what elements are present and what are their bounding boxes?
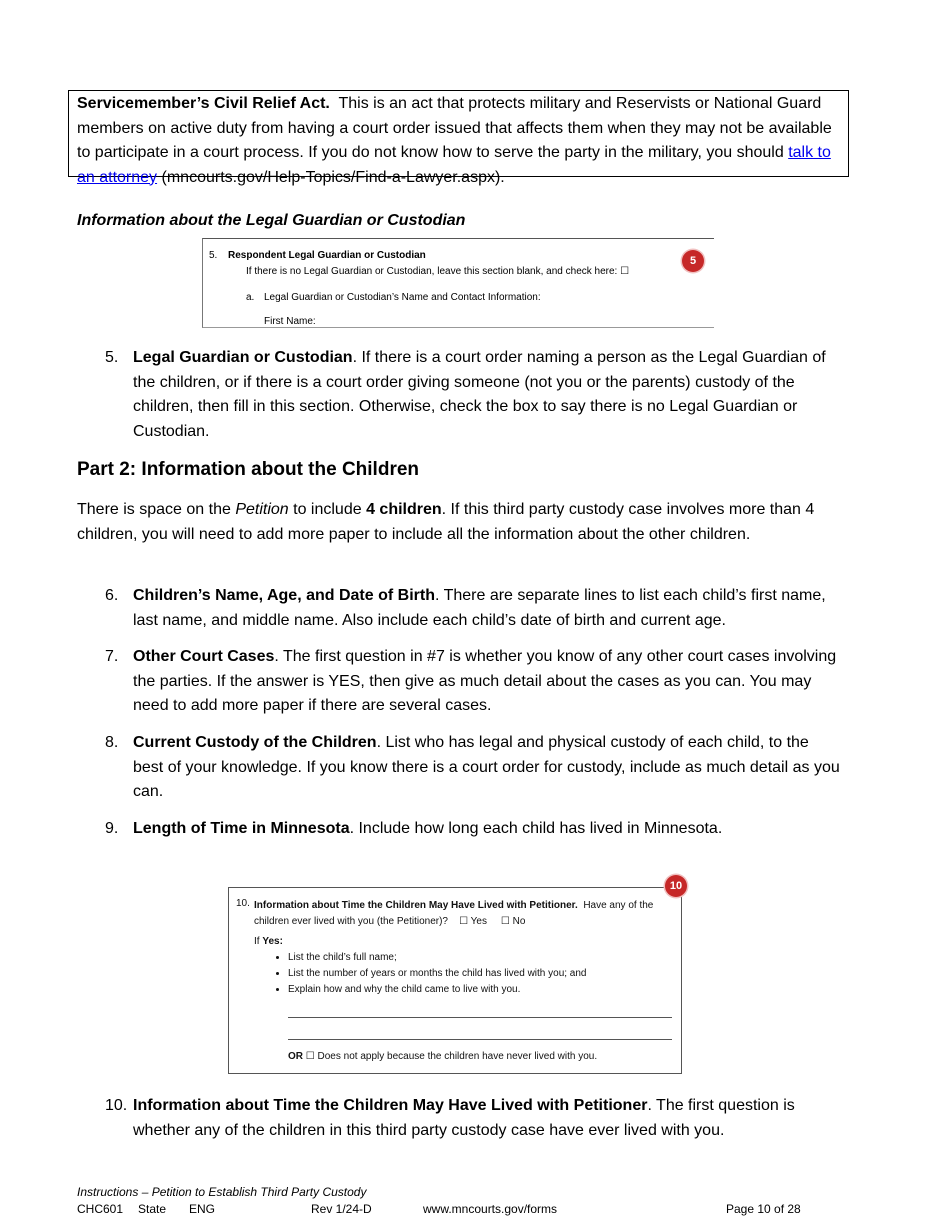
excerpt-10-yes: ☐ Yes — [459, 916, 487, 927]
item-9-text — [133, 817, 843, 842]
footer-page: Page 10 of 28 — [726, 1202, 801, 1216]
part-2-intro — [77, 498, 837, 547]
or-text: ☐ Does not apply because the children have never lived with you. — [303, 1051, 598, 1062]
form-excerpt-section-10 — [228, 880, 683, 1074]
excerpt-number: 5. — [209, 250, 218, 261]
item-6-text — [133, 584, 843, 633]
item-number-5: 5. — [105, 349, 119, 366]
item-7-text — [133, 645, 843, 719]
section-heading-guardian: Information about the Legal Guardian or Custodian — [77, 212, 466, 229]
excerpt-title: Respondent Legal Guardian or Custodian — [228, 250, 426, 261]
if-label: If — [254, 936, 263, 947]
intro-text-b: to include — [288, 501, 367, 518]
footer-rev: Rev 1/24-D — [311, 1202, 372, 1216]
item-8-title: Current Custody of the Children — [133, 734, 377, 751]
excerpt-10-or — [288, 1051, 597, 1062]
item-6-title: Children’s Name, Age, and Date of Birth — [133, 587, 435, 604]
bullet-item: • List the child’s full name; — [288, 950, 688, 966]
item-8-body: . List who has legal and physical custody of each child, to the best of your knowledge. If you know there is a court order for custody, include as much detail as you can. — [133, 734, 840, 800]
item-10-text — [133, 1094, 843, 1143]
footer-code: CHC601 — [77, 1202, 124, 1216]
attorney-link[interactable]: talk to an attorney — [77, 144, 831, 186]
footer-lang: ENG — [189, 1202, 216, 1216]
item-5-text — [133, 346, 843, 444]
excerpt-letter: a. — [246, 292, 255, 303]
item-10-title: Information about Time the Children May Have Lived with Petitioner — [133, 1097, 648, 1114]
excerpt-10-bullets — [270, 950, 688, 998]
attorney-link-url: (mncourts.gov/Help-Topics/Find-a-Lawyer.aspx). — [161, 168, 505, 186]
bullet-item: • List the number of years or months the child has lived with you; and — [288, 966, 688, 982]
excerpt-first-name: First Name: — [264, 316, 316, 327]
item-7-title: Other Court Cases — [133, 648, 275, 665]
intro-text-a: There is space on the — [77, 501, 236, 518]
item-8-text — [133, 731, 843, 805]
form-excerpt-section-5 — [202, 238, 714, 328]
item-number-10: 10. — [105, 1097, 128, 1114]
excerpt-10-if-yes — [254, 936, 283, 947]
item-number-6: 6. — [105, 587, 119, 604]
item-10-body: . The first question is whether any of the children in this third party custody case have ever lived with you. — [133, 1097, 795, 1139]
servicemember-notice-box — [68, 90, 849, 186]
callout-badge-5: 5 — [682, 250, 704, 272]
excerpt-10-number: 10. — [236, 898, 250, 909]
item-number-7: 7. — [105, 648, 119, 665]
if-yes-label: Yes: — [262, 936, 283, 947]
notice-title: Servicemember’s Civil Relief Act. — [77, 95, 330, 112]
item-9-body: . Include how long each child has lived in Minnesota. — [349, 820, 723, 837]
part-2-heading: Part 2: Information about the Children — [77, 459, 420, 480]
intro-petition: Petition — [235, 501, 289, 518]
excerpt-10-q: Have any of the children ever lived with you (the Petitioner)? — [254, 900, 654, 927]
fill-line — [288, 1017, 672, 1018]
excerpt-10-question — [254, 898, 674, 930]
notice-text: This is an act that protects military and Reservists or National Guard members on active duty from having a court order issued that affects them when they may not be available to participate in a court process. If you do not know how to serve the party in the military, you should — [77, 95, 832, 161]
footer-doc-title: Instructions – Petition to Establish Third Party Custody — [77, 1185, 367, 1199]
fill-line — [288, 1039, 672, 1040]
excerpt-10-no: ☐ No — [500, 916, 526, 927]
intro-text-c: . If this third party custody case involves more than 4 children, you will need to add more paper to include all the information about the other children. — [77, 501, 815, 543]
excerpt-10-title: Information about Time the Children May Have Lived with Petitioner. — [254, 900, 578, 911]
item-9-title: Length of Time in Minnesota — [133, 820, 350, 837]
callout-badge-10: 10 — [665, 875, 687, 897]
item-5-title: Legal Guardian or Custodian — [133, 349, 353, 366]
item-6-body: . There are separate lines to list each child’s first name, last name, and middle name. Also include each child’s date of birth and current age. — [133, 587, 826, 629]
or-label: OR — [288, 1051, 303, 1062]
footer-scope: State — [138, 1202, 167, 1216]
footer-url: www.mncourts.gov/forms — [423, 1202, 558, 1216]
item-7-body: . The first question in #7 is whether you know of any other court cases involving the parties. If the answer is YES, then give as much detail about the cases as you can. You may need to add more paper if there are several cases. — [133, 648, 837, 714]
excerpt-instruction: If there is no Legal Guardian or Custodian, leave this section blank, and check here: ☐ — [246, 266, 630, 277]
item-number-9: 9. — [105, 820, 119, 837]
item-number-8: 8. — [105, 734, 119, 751]
intro-4-children: 4 children — [366, 501, 442, 518]
item-5-body: . If there is a court order naming a person as the Legal Guardian of the children, or if there is a court order giving someone (not you or the parents) custody of the children, then fill in this section. Otherwise, check the box to say there is no Legal Guardian or Custodian. — [133, 349, 826, 440]
excerpt-name-contact: Legal Guardian or Custodian’s Name and Contact Information: — [264, 292, 541, 303]
bullet-item: • Explain how and why the child came to live with you. — [288, 982, 688, 998]
